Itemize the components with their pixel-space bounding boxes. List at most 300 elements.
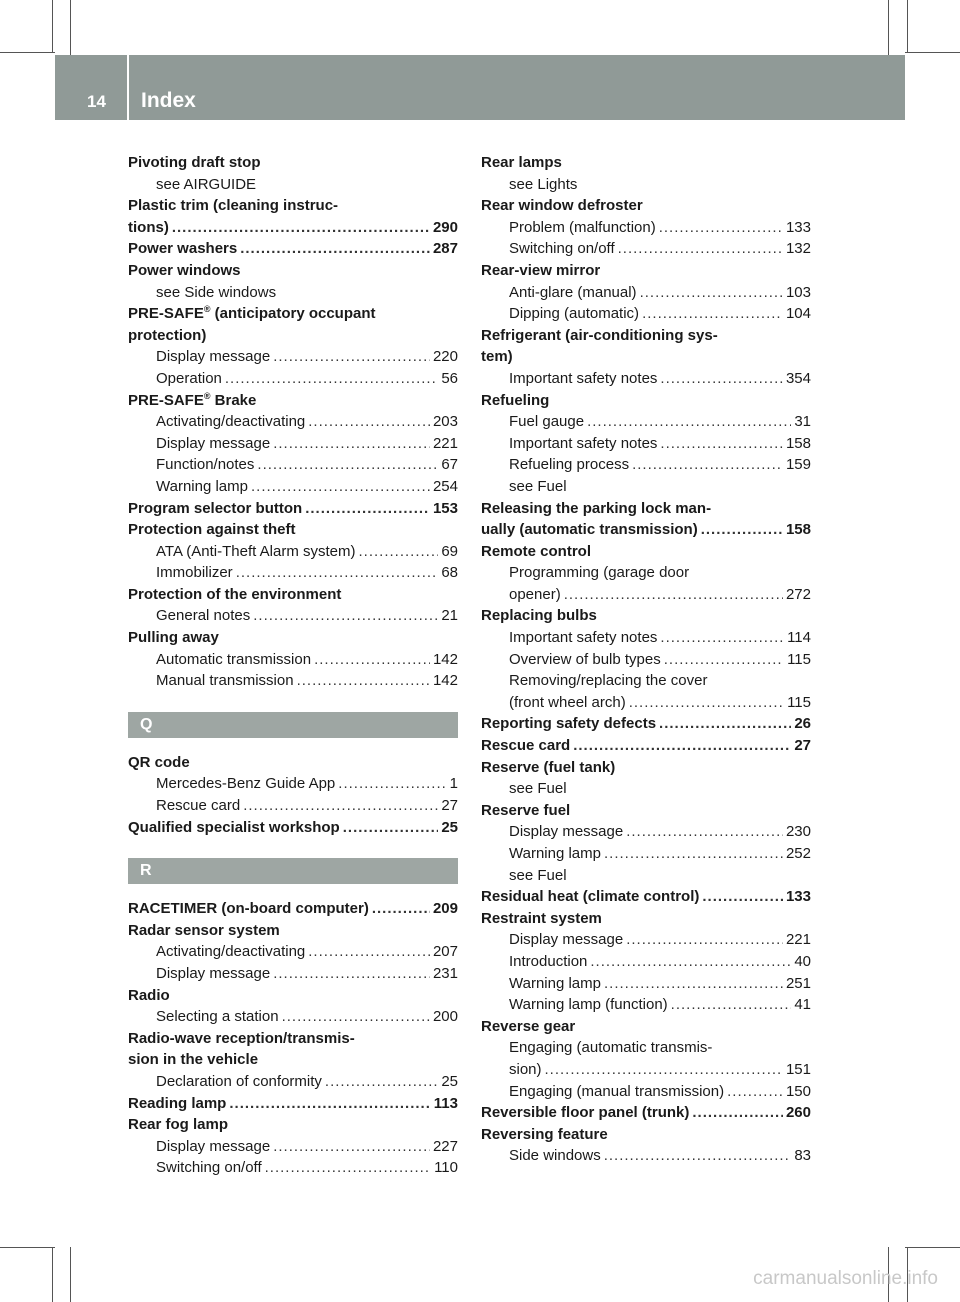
crop-mark xyxy=(70,1247,71,1302)
index-entry xyxy=(128,152,458,174)
page-reference[interactable]: 159 xyxy=(785,456,811,474)
index-subentry xyxy=(128,1136,458,1158)
index-entry xyxy=(481,886,811,908)
page-reference[interactable]: 56 xyxy=(441,369,458,387)
entry-text xyxy=(509,454,629,476)
index-subentry xyxy=(481,584,811,606)
dot-leader xyxy=(660,368,783,390)
entry-text xyxy=(509,865,567,887)
entry-label: see Lights xyxy=(509,175,578,193)
page-reference[interactable]: 142 xyxy=(432,650,458,668)
entry-text xyxy=(509,584,561,606)
index-subentry xyxy=(128,1157,458,1179)
index-subentry xyxy=(481,562,811,584)
index-subentry xyxy=(481,973,811,995)
entry-label: Rescue card xyxy=(481,737,571,755)
index-entry xyxy=(128,1093,458,1115)
page-reference[interactable]: 272 xyxy=(785,585,811,603)
entry-text xyxy=(481,886,699,908)
index-entry xyxy=(481,519,811,541)
dot-leader xyxy=(338,773,446,795)
entry-label: Reversing feature xyxy=(481,1125,608,1143)
page-reference[interactable]: 209 xyxy=(432,900,458,918)
entry-label: Power windows xyxy=(128,261,241,279)
dot-leader xyxy=(297,670,430,692)
entry-text xyxy=(481,152,562,174)
entry-text xyxy=(156,1006,279,1028)
crop-mark xyxy=(905,1247,960,1248)
index-subentry xyxy=(128,476,458,498)
dot-leader xyxy=(372,898,430,920)
dot-leader xyxy=(265,1157,431,1179)
page-reference[interactable]: 254 xyxy=(432,477,458,495)
index-entry xyxy=(481,152,811,174)
index-entry xyxy=(481,605,811,627)
entry-label: Restraint system xyxy=(481,909,602,927)
page-reference[interactable]: 114 xyxy=(787,629,811,647)
page-reference[interactable]: 203 xyxy=(432,413,458,431)
crop-mark xyxy=(907,0,908,52)
index-entry xyxy=(481,390,811,412)
entry-text xyxy=(128,390,256,412)
index-subentry xyxy=(128,649,458,671)
entry-text xyxy=(128,195,338,217)
dot-leader xyxy=(172,217,430,239)
entry-text xyxy=(481,498,711,520)
index-entry xyxy=(481,260,811,282)
page-reference[interactable]: 113 xyxy=(433,1094,458,1112)
page-reference[interactable]: 133 xyxy=(785,888,811,906)
index-subentry xyxy=(128,411,458,433)
page-reference[interactable]: 153 xyxy=(432,499,458,517)
page-reference[interactable]: 115 xyxy=(787,650,811,668)
entry-text xyxy=(156,963,270,985)
entry-label: Remote control xyxy=(481,542,592,560)
entry-label: Reverse gear xyxy=(481,1017,576,1035)
entry-text xyxy=(481,325,718,347)
page-reference[interactable]: 158 xyxy=(785,521,811,539)
index-entry xyxy=(128,584,458,606)
entry-label: Switching on/off xyxy=(509,240,615,258)
entry-text xyxy=(481,1102,689,1124)
index-entry xyxy=(128,1049,458,1071)
entry-text xyxy=(156,1136,270,1158)
entry-label: Qualified specialist workshop xyxy=(128,818,340,836)
page-reference[interactable]: 69 xyxy=(441,542,458,560)
entry-text xyxy=(128,498,302,520)
dot-leader xyxy=(229,1093,430,1115)
page-reference[interactable]: 252 xyxy=(785,845,811,862)
index-subentry xyxy=(128,368,458,390)
entry-text xyxy=(509,217,656,239)
page-title: Index xyxy=(141,89,196,112)
entry-text xyxy=(509,692,626,714)
page-reference[interactable]: 25 xyxy=(441,1072,458,1090)
index-subentry xyxy=(128,941,458,963)
entry-label: Display message xyxy=(156,1137,271,1155)
entry-label: Programming (garage door xyxy=(509,564,690,582)
entry-text xyxy=(481,757,615,779)
page-reference[interactable]: 68 xyxy=(441,564,458,582)
page-reference[interactable]: 221 xyxy=(432,434,458,452)
entry-label: Overview of bulb types xyxy=(509,650,661,668)
dot-leader xyxy=(243,795,438,817)
page-number: 14 xyxy=(87,92,106,111)
page-reference[interactable]: 31 xyxy=(794,413,811,431)
entry-label: Radio xyxy=(128,986,170,1004)
entry-label: Warning lamp xyxy=(509,845,601,862)
dot-leader xyxy=(305,498,430,520)
page-reference[interactable]: 287 xyxy=(432,240,458,258)
entry-text xyxy=(509,1145,601,1167)
entry-label: sion in the vehicle xyxy=(128,1051,259,1069)
entry-text xyxy=(128,752,190,774)
index-entry xyxy=(128,817,458,839)
entry-text xyxy=(509,973,601,995)
entry-label: Reserve (fuel tank) xyxy=(481,758,616,776)
index-subentry xyxy=(128,795,458,817)
dot-leader xyxy=(573,735,791,757)
entry-text xyxy=(481,1016,575,1038)
entry-label-suffix: (anticipatory occupant xyxy=(210,305,376,323)
dot-leader xyxy=(314,649,430,671)
index-entry xyxy=(481,735,811,757)
page-reference[interactable]: 132 xyxy=(785,240,811,258)
dot-leader xyxy=(257,454,438,476)
dot-leader xyxy=(545,1059,783,1081)
entry-label: Pivoting draft stop xyxy=(128,154,261,171)
entry-label: Radio-wave reception/transmis- xyxy=(128,1029,355,1047)
dot-leader xyxy=(727,1081,783,1103)
dot-leader xyxy=(642,303,783,325)
entry-text xyxy=(156,941,305,963)
entry-label: Function/notes xyxy=(156,456,255,474)
entry-text xyxy=(509,649,661,671)
entry-label: Display message xyxy=(156,348,271,366)
index-subentry xyxy=(481,1037,811,1059)
entry-text xyxy=(128,1093,226,1115)
entry-text xyxy=(481,346,513,368)
entry-text xyxy=(128,260,241,282)
entry-label: Warning lamp xyxy=(509,974,601,992)
index-subentry xyxy=(481,994,811,1016)
index-entry xyxy=(128,325,458,347)
crop-mark xyxy=(0,1247,55,1248)
entry-label: (front wheel arch) xyxy=(509,693,626,711)
entry-label: see Fuel xyxy=(509,477,567,495)
index-subentry xyxy=(481,843,811,865)
entry-text xyxy=(128,325,206,347)
index-column-left xyxy=(128,152,458,1179)
entry-label: Warning lamp xyxy=(156,477,248,495)
entry-text xyxy=(509,238,615,260)
dot-leader xyxy=(251,476,430,498)
entry-text xyxy=(509,670,707,692)
entry-text xyxy=(156,670,294,692)
page-reference[interactable]: 103 xyxy=(785,283,811,301)
page-reference[interactable]: 260 xyxy=(785,1104,811,1122)
entry-text xyxy=(509,994,668,1016)
entry-text xyxy=(156,411,305,433)
entry-label: Engaging (manual transmission) xyxy=(509,1082,725,1100)
index-subentry xyxy=(481,368,811,390)
entry-text xyxy=(128,584,341,606)
index-subentry xyxy=(481,778,811,800)
page-reference[interactable]: 221 xyxy=(785,931,811,949)
entry-label: Declaration of conformity xyxy=(156,1072,322,1090)
index-subentry xyxy=(128,670,458,692)
page-reference[interactable]: 151 xyxy=(785,1060,811,1078)
dot-leader xyxy=(225,368,438,390)
entry-label: Replacing bulbs xyxy=(481,607,597,625)
entry-text xyxy=(481,800,570,822)
index-entry xyxy=(481,498,811,520)
entry-label: sion) xyxy=(509,1060,542,1078)
entry-label: Fuel gauge xyxy=(509,413,585,431)
entry-text xyxy=(509,1081,724,1103)
index-subentry xyxy=(481,282,811,304)
dot-leader xyxy=(308,941,430,963)
index-subentry xyxy=(481,174,811,196)
dot-leader xyxy=(564,584,783,606)
dot-leader xyxy=(604,1145,792,1167)
entry-label: Residual heat (climate control) xyxy=(481,888,700,906)
entry-text xyxy=(156,773,335,795)
index-entry xyxy=(128,519,458,541)
crop-mark xyxy=(888,0,889,55)
entry-label: Introduction xyxy=(509,952,588,970)
entry-label: Releasing the parking lock man- xyxy=(481,499,712,517)
entry-text xyxy=(509,476,567,498)
entry-text xyxy=(509,929,623,951)
page-reference[interactable]: 104 xyxy=(785,305,811,323)
index-subentry xyxy=(481,1145,811,1167)
entry-text xyxy=(481,1124,608,1146)
page-reference[interactable]: 231 xyxy=(432,965,458,982)
watermark: carmanualsonline.info xyxy=(753,1268,938,1289)
entry-text xyxy=(156,433,270,455)
index-entry xyxy=(481,908,811,930)
entry-label: PRE-SAFE xyxy=(128,391,204,409)
index-entry xyxy=(128,390,458,412)
entry-label: Warning lamp (function) xyxy=(509,996,668,1014)
index-entry xyxy=(128,1114,458,1136)
entry-text xyxy=(481,908,602,930)
entry-text xyxy=(156,476,248,498)
page-reference[interactable]: 354 xyxy=(785,369,811,387)
index-entry xyxy=(128,1028,458,1050)
dot-leader xyxy=(273,1136,430,1158)
entry-text xyxy=(128,817,340,839)
entry-text xyxy=(509,433,657,455)
dot-leader xyxy=(273,433,430,455)
index-subentry xyxy=(481,1059,811,1081)
entry-text xyxy=(156,562,233,584)
page-reference[interactable]: 67 xyxy=(441,456,458,474)
entry-label: Display message xyxy=(509,823,624,841)
index-subentry xyxy=(128,454,458,476)
page-reference[interactable]: 142 xyxy=(432,672,458,690)
page-reference[interactable]: 230 xyxy=(785,823,811,841)
entry-label: RACETIMER (on-board computer) xyxy=(128,900,369,918)
page-reference[interactable]: 200 xyxy=(432,1008,458,1026)
crop-mark xyxy=(905,52,960,53)
index-subentry xyxy=(128,773,458,795)
page-reference[interactable]: 150 xyxy=(785,1082,811,1100)
entry-label: Display message xyxy=(156,434,271,452)
entry-text xyxy=(156,541,355,563)
page-reference[interactable]: 40 xyxy=(794,952,811,970)
section-header: Q xyxy=(128,712,458,738)
entry-text xyxy=(156,368,222,390)
entry-label: Dipping (automatic) xyxy=(509,305,640,323)
page-reference[interactable]: 26 xyxy=(794,715,811,733)
entry-text xyxy=(156,174,256,196)
dot-leader xyxy=(626,929,783,951)
entry-label: Reading lamp xyxy=(128,1094,227,1112)
page-reference[interactable]: 158 xyxy=(785,434,811,452)
entry-label: Switching on/off xyxy=(156,1159,262,1177)
page-reference[interactable]: 290 xyxy=(432,218,458,236)
dot-leader xyxy=(629,692,784,714)
entry-text xyxy=(509,282,637,304)
entry-text xyxy=(481,713,656,735)
dot-leader xyxy=(587,411,791,433)
entry-label: Power washers xyxy=(128,240,238,258)
entry-label: Radar sensor system xyxy=(128,921,280,939)
entry-label: Automatic transmission xyxy=(156,650,312,668)
entry-text xyxy=(509,627,657,649)
page-reference[interactable]: 207 xyxy=(432,943,458,961)
index-entry xyxy=(128,217,458,239)
entry-label: Refrigerant (air-conditioning sys- xyxy=(481,326,718,344)
entry-label: Mercedes-Benz Guide App xyxy=(156,775,336,793)
index-subentry xyxy=(481,238,811,260)
dot-leader xyxy=(664,649,784,671)
page-reference[interactable]: 115 xyxy=(787,693,811,711)
page-reference[interactable]: 27 xyxy=(794,737,811,755)
dot-leader xyxy=(632,454,783,476)
entry-text xyxy=(156,454,254,476)
entry-label: Reversible floor panel (trunk) xyxy=(481,1104,690,1122)
entry-text xyxy=(509,562,689,584)
dot-leader xyxy=(308,411,430,433)
entry-label: QR code xyxy=(128,753,190,771)
dot-leader xyxy=(640,282,783,304)
entry-label: Rear lamps xyxy=(481,154,562,171)
index-entry xyxy=(481,346,811,368)
entry-text xyxy=(481,260,600,282)
dot-leader xyxy=(358,541,438,563)
entry-label: Engaging (automatic transmis- xyxy=(509,1039,713,1057)
entry-label-suffix: Brake xyxy=(210,391,257,409)
entry-text xyxy=(156,282,276,304)
entry-label: Problem (malfunction) xyxy=(509,218,656,236)
entry-label: Display message xyxy=(156,965,271,982)
index-entry xyxy=(128,920,458,942)
dot-leader xyxy=(273,346,430,368)
entry-text xyxy=(128,985,170,1007)
entry-label: Activating/deactivating xyxy=(156,943,306,961)
dot-leader xyxy=(240,238,430,260)
page-reference[interactable]: 41 xyxy=(794,996,811,1014)
page-reference[interactable]: 83 xyxy=(794,1147,811,1165)
section-header: R xyxy=(128,858,458,884)
entry-label: protection) xyxy=(128,326,207,344)
index-subentry xyxy=(481,951,811,973)
entry-label: Important safety notes xyxy=(509,629,658,647)
index-subentry xyxy=(481,821,811,843)
dot-leader xyxy=(236,562,439,584)
registered-mark: ® xyxy=(203,390,211,401)
entry-text xyxy=(128,1028,355,1050)
index-entry xyxy=(128,238,458,260)
index-entry xyxy=(128,752,458,774)
crop-mark xyxy=(52,1247,53,1302)
entry-label: Refueling process xyxy=(509,456,630,474)
index-subentry xyxy=(481,865,811,887)
index-entry xyxy=(481,1016,811,1038)
entry-label: Selecting a station xyxy=(156,1008,279,1026)
index-subentry xyxy=(481,476,811,498)
index-subentry xyxy=(481,649,811,671)
index-subentry xyxy=(128,1071,458,1093)
entry-text xyxy=(509,1059,542,1081)
entry-label: Display message xyxy=(509,931,624,949)
index-subentry xyxy=(481,454,811,476)
page-reference[interactable]: 251 xyxy=(785,974,811,992)
index-entry xyxy=(481,541,811,563)
dot-leader xyxy=(618,238,783,260)
page-reference[interactable]: 1 xyxy=(449,775,458,793)
entry-label: Important safety notes xyxy=(509,434,658,452)
page-reference[interactable]: 227 xyxy=(432,1137,458,1155)
entry-label: tem) xyxy=(481,348,513,366)
page-reference[interactable]: 110 xyxy=(434,1159,458,1177)
entry-label: General notes xyxy=(156,607,251,625)
entry-label: tions) xyxy=(128,218,169,236)
page-reference[interactable]: 133 xyxy=(785,218,811,236)
entry-text xyxy=(128,920,280,942)
index-entry xyxy=(128,985,458,1007)
page-reference[interactable]: 220 xyxy=(432,348,458,366)
entry-label: Anti-glare (manual) xyxy=(509,283,637,301)
page-reference[interactable]: 27 xyxy=(441,797,458,815)
index-subentry xyxy=(481,433,811,455)
entry-label: PRE-SAFE xyxy=(128,305,204,323)
index-subentry xyxy=(128,282,458,304)
index-subentry xyxy=(128,346,458,368)
dot-leader xyxy=(604,843,783,865)
page-reference[interactable]: 25 xyxy=(441,818,458,836)
entry-label: Protection of the environment xyxy=(128,585,342,603)
entry-label: opener) xyxy=(509,585,561,603)
entry-label: see AIRGUIDE xyxy=(156,175,257,193)
dot-leader xyxy=(282,1006,430,1028)
entry-text xyxy=(509,368,657,390)
index-subentry xyxy=(481,692,811,714)
entry-label: see Fuel xyxy=(509,866,567,884)
index-subentry xyxy=(128,433,458,455)
index-entry xyxy=(481,713,811,735)
index-entry xyxy=(481,195,811,217)
entry-text xyxy=(128,1049,258,1071)
dot-leader xyxy=(692,1102,783,1124)
page-reference[interactable]: 21 xyxy=(441,607,458,625)
entry-text xyxy=(128,238,237,260)
entry-text xyxy=(128,898,369,920)
entry-label: see Side windows xyxy=(156,283,277,301)
